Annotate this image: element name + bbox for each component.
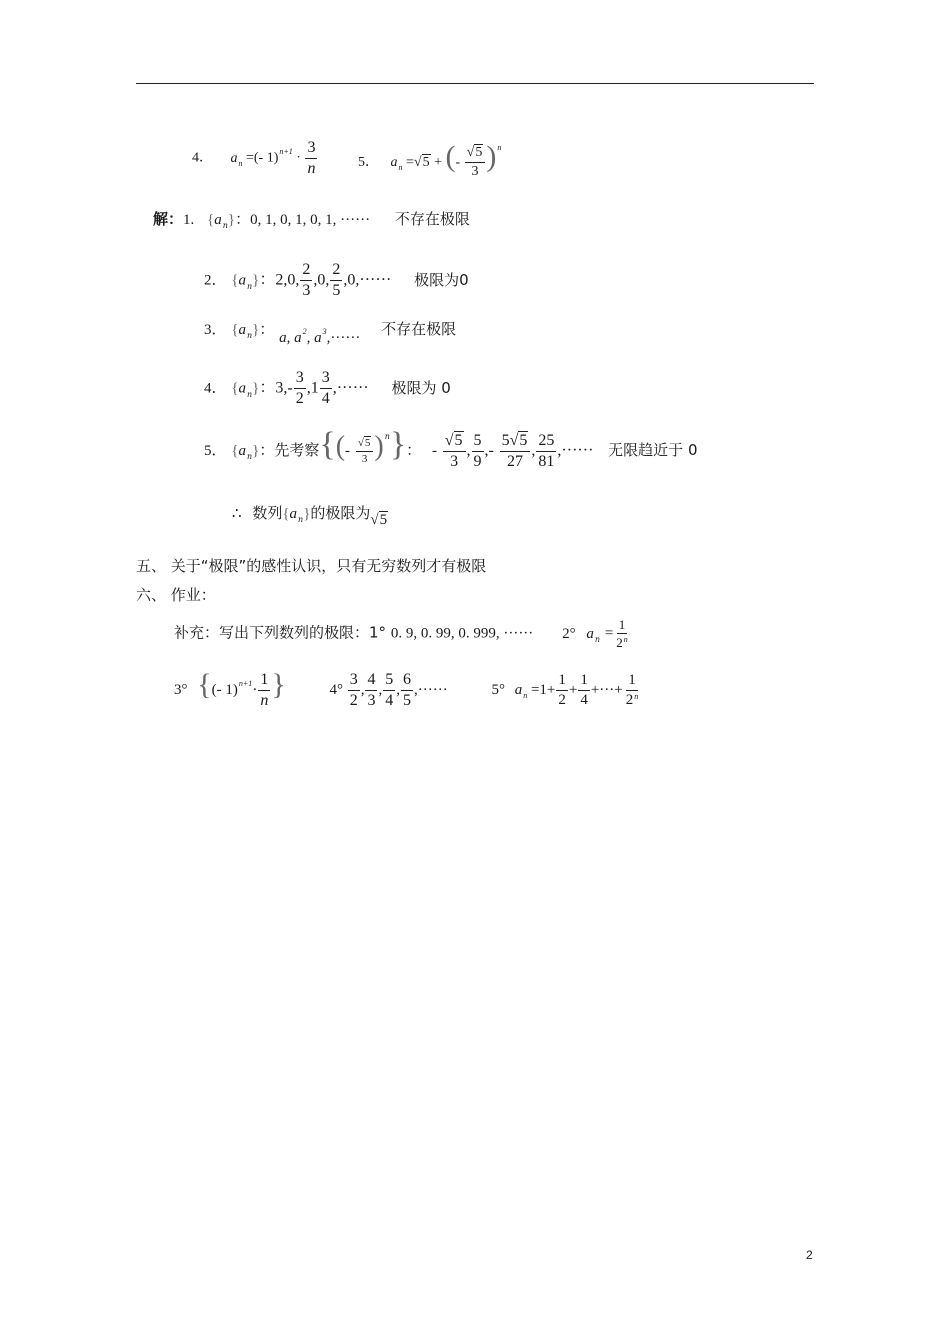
homework-4-frac-4 — [401, 672, 413, 709]
problem-5-label: 5． — [358, 155, 379, 170]
problem-4-fraction — [305, 140, 317, 177]
solution-1-brace-close: } — [227, 212, 236, 228]
homework-5-frac-2 — [578, 673, 590, 708]
problem-4-eq: =(- 1) — [246, 150, 279, 166]
problem-5-fnum: 5 — [475, 145, 483, 161]
solution-3-colon: ： — [259, 322, 275, 338]
solution-4-brace-close: } — [252, 380, 260, 397]
solution-5-paren: ( — [335, 431, 346, 462]
homework-5-sub: n — [523, 691, 528, 700]
homework-4-f2d: 3 — [367, 692, 376, 710]
homework-5-f3n: 1 — [626, 673, 638, 691]
problem-5-fraction: $\frac{√5}{3}$ — [465, 146, 486, 179]
solution-2-a: a — [238, 272, 246, 289]
homework-4-tail: ,······ — [413, 682, 448, 698]
solution-2-f2d: 5 — [332, 282, 341, 299]
solution-4-result: 极限为 0 — [391, 378, 451, 397]
homework-3-num: 1 — [258, 672, 270, 691]
homework-3-brace: { — [197, 668, 212, 701]
solution-5-a: a — [238, 443, 246, 459]
homework-5-label: 5° — [491, 682, 505, 698]
solution-4-f1d: 2 — [295, 390, 304, 407]
solution-2-num: 2． — [204, 272, 227, 289]
solution-5-outer-brace-close: } — [389, 426, 407, 463]
conclusion-sqrt: 5 — [379, 512, 388, 528]
solution-2-f2n: 2 — [330, 262, 342, 281]
homework-4-label: 4° — [329, 682, 343, 698]
solution-1-a: a — [214, 212, 222, 228]
solution-5-f3n-sqrt: 5 — [519, 431, 528, 449]
solution-2-result: 极限为0 — [414, 270, 469, 289]
solution-4-frac-2 — [320, 370, 332, 407]
problem-5-exp: n — [497, 143, 502, 152]
problem-5-plus: + — [434, 155, 442, 170]
homework-5-frac-3 — [624, 673, 641, 708]
solution-3-a: a — [238, 322, 246, 338]
solution-5-comma-1: , — [466, 442, 471, 459]
homework-5-f2d: 4 — [580, 692, 588, 709]
solution-4-seq-c: ,······ — [332, 379, 369, 397]
solution-3-sequence: a, $a^2$, $a^3,\cdot\cdot\cdot\cdot\cdot\cdot$ — [279, 327, 361, 346]
problem-5-sub: n — [398, 163, 403, 172]
solution-2-seq-b: ,0, — [313, 271, 330, 289]
solution-5-minus-2: ,- — [484, 442, 494, 459]
solution-5-num: 5． — [204, 443, 227, 459]
solution-2 — [204, 262, 469, 299]
conclusion: ∴ 数列$\{a_n\}$的极限为√5 — [232, 504, 388, 528]
homework-4-f3n: 5 — [383, 672, 395, 691]
homework-3-fraction — [258, 672, 270, 709]
solution-4-seq-b: ,1 — [306, 379, 319, 397]
homework-3-dot: · — [252, 682, 258, 698]
page-number: 2 — [806, 1248, 813, 1262]
solution-5-f4n: 25 — [536, 433, 556, 452]
problem-4-a: a — [230, 150, 238, 166]
homework-4-f3d: 4 — [385, 692, 394, 710]
solution-3-e3: 3 — [322, 327, 327, 336]
problem-5-sqrt: 5 — [422, 155, 430, 170]
homework-lead: 补充：写出下列数列的极限：1° — [174, 623, 387, 642]
homework-3-den: n — [260, 692, 269, 710]
solution-1-sub: n — [222, 221, 228, 230]
solution-5-colon: ： — [406, 441, 422, 459]
solution-5-tail: ,······ — [557, 442, 594, 459]
solution-5-pre: ：先考察 — [259, 441, 320, 459]
solution-5-frac-3: $\frac{5√5}{27}$ — [500, 433, 531, 470]
problem-4-sub: n — [238, 158, 243, 168]
solution-5-inner-minus: - — [345, 443, 351, 459]
solution-5-sub: n — [247, 452, 253, 461]
homework-3-body: (- 1) — [211, 682, 238, 698]
solution-5-f1d: 3 — [450, 452, 459, 470]
solution-5-outer-brace: { — [319, 426, 336, 463]
solution-4-f2d: 4 — [321, 390, 330, 407]
problem-4 — [192, 140, 318, 177]
solution-5-brace-close: } — [252, 443, 260, 459]
homework-4-f2n: 4 — [365, 672, 377, 691]
solution-3-sub: n — [247, 331, 253, 340]
homework-4-frac-2 — [365, 672, 377, 709]
solution-4-sub: n — [247, 389, 253, 399]
homework-5-plus: + — [568, 682, 578, 698]
solution-3-a2: a — [294, 330, 302, 346]
section-six: 六、 作业： — [136, 586, 216, 604]
solution-5-f1n: 5 — [454, 431, 463, 449]
solution-1-num: 1. — [183, 212, 195, 228]
homework-5-f1n: 1 — [556, 673, 568, 691]
solution-5-frac-4 — [536, 433, 556, 470]
solution-2-f1d: 3 — [302, 282, 311, 299]
solution-3-a3: a — [314, 330, 322, 346]
conclusion-brace-close: } — [303, 506, 311, 522]
solution-1-brace: { — [207, 212, 215, 228]
solution-4-f2n: 3 — [320, 370, 332, 389]
solution-4-brace: { — [231, 380, 239, 397]
solution-5-minus-1: - — [431, 443, 437, 459]
conclusion-brace: { — [282, 506, 290, 522]
homework-4-f1d: 2 — [349, 692, 358, 710]
homework-5-mid: +···+ — [590, 682, 623, 698]
solution-2-brace: { — [231, 272, 239, 289]
solution-2-sub: n — [247, 281, 253, 291]
solution-2-brace-close: } — [252, 272, 260, 289]
solution-5-frac-1: $\frac{√5}{3}$ — [443, 433, 466, 470]
solution-3-result: 不存在极限 — [381, 320, 457, 338]
solution-5-inner-den: 3 — [361, 452, 368, 465]
solution-3-brace: { — [231, 322, 239, 338]
solution-4 — [204, 370, 451, 407]
homework-5-f2n: 1 — [578, 673, 590, 691]
solution-5-inner-exp: n — [384, 432, 390, 441]
homework-5-f1d: 2 — [558, 692, 566, 709]
solution-1 — [153, 208, 470, 229]
homework-line-1 — [174, 618, 631, 649]
solution-2-f1n: 2 — [300, 262, 312, 281]
solution-5-paren-close: ) — [374, 431, 384, 462]
homework-2-exp: n — [623, 635, 628, 644]
solution-2-seq-c: ,0,······ — [343, 271, 392, 289]
solution-5-inner-fraction: $\frac{√5}{3}$ — [356, 438, 374, 465]
problem-5-right-paren: ) — [486, 140, 497, 173]
solution-1-result: 不存在极限 — [394, 210, 470, 228]
header-rule — [136, 83, 814, 84]
problem-5-minus: - — [455, 155, 461, 170]
problem-4-dot: · — [296, 150, 301, 166]
homework-4-frac-1 — [348, 672, 360, 709]
homework-2-den: 2 — [616, 635, 623, 650]
homework-3-brace-close: } — [271, 668, 286, 701]
solution-3-num: 3． — [204, 322, 227, 338]
solution-label: 解： — [153, 210, 184, 228]
problem-4-num: 3 — [305, 140, 317, 159]
therefore-symbol: ∴ — [232, 506, 242, 522]
homework-5-f3d: 2 — [625, 692, 634, 709]
homework-4-f1n: 3 — [348, 672, 360, 691]
solution-4-frac-1 — [294, 370, 306, 407]
homework-5-frac-1 — [556, 673, 568, 708]
problem-4-label: 4． — [192, 150, 213, 166]
solution-3-e2: 2 — [302, 327, 307, 336]
problem-5-eq: = — [406, 155, 414, 170]
homework-3-label: 3° — [174, 682, 188, 698]
homework-4-f4n: 6 — [401, 672, 413, 691]
conclusion-sub: n — [298, 515, 304, 524]
solution-5-f2d: 9 — [473, 452, 482, 470]
homework-3-exp: n+1 — [238, 679, 253, 688]
solution-5-f3d: 27 — [507, 452, 524, 470]
solution-5-frac-2 — [472, 433, 484, 470]
solution-4-a: a — [238, 380, 246, 397]
solution-4-f1n: 3 — [294, 370, 306, 389]
homework-1-seq: 0. 9, 0. 99, 0. 999, ······ — [390, 625, 534, 642]
solution-2-frac-2 — [330, 262, 342, 299]
solution-5-f4d: 81 — [538, 452, 555, 470]
solution-5-result: 无限趋近于 0 — [608, 441, 698, 459]
solution-5-brace: { — [231, 443, 239, 459]
solution-2-seq-a: ：2,0, — [259, 271, 300, 289]
solution-3-brace-close: } — [252, 322, 260, 338]
solution-4-num: 4． — [204, 380, 227, 397]
solution-1-seq: ：0, 1, 0, 1, 0, 1, ······ — [235, 212, 371, 228]
homework-4-frac-3 — [383, 672, 395, 709]
homework-2-eq: = — [604, 625, 614, 642]
homework-5-eq: =1+ — [530, 682, 556, 698]
solution-5 — [204, 426, 697, 470]
problem-4-den: n — [307, 160, 316, 177]
problem-5: 5． $a_n =√5$ + (- $\frac{√5}{3}$ )$^n$ — [358, 140, 502, 180]
solution-2-frac-1 — [300, 262, 312, 299]
problem-4-exp: n+1 — [279, 146, 293, 156]
homework-2-num: 1 — [618, 617, 626, 632]
solution-4-seq-a: ：3,- — [259, 379, 293, 397]
conclusion-text-a: 数列 — [252, 504, 283, 522]
section-five: 五、 关于“极限”的感性认识，只有无穷数列才有极限 — [136, 557, 487, 575]
solution-5-comma-3: , — [531, 442, 536, 459]
homework-line-2: 3° {(- 1)$^{n+1}$· $\frac{1}{n}$ } 4° $\frac{3}{2}$ , $\frac{4}{3}$ , $\frac{5}{4}$ , $\frac{6}{5}$ ,······ 5° $a_n =1+$ $\frac{1}{2}$ + $\frac{1}{4}$ +···+ $\frac{1}{2^n}$ — [174, 668, 639, 710]
solution-5-f3n-coef: 5 — [501, 431, 510, 449]
homework-5-a: a — [514, 682, 523, 698]
homework-2-a: a — [586, 625, 594, 642]
homework-4-f4d: 5 — [402, 692, 411, 710]
homework-2-label: 2° — [562, 625, 576, 642]
solution-3 — [204, 318, 457, 346]
conclusion-text-b: 的极限为 — [310, 504, 371, 522]
solution-5-f2n: 5 — [472, 433, 484, 452]
homework-5-f3exp: n — [634, 692, 639, 702]
problem-5-left-paren: ( — [445, 140, 456, 173]
solution-3-tail: ,······ — [326, 330, 361, 346]
homework-2-sub: n — [594, 634, 601, 644]
problem-5-fden: 3 — [471, 164, 479, 180]
solution-5-inner-num: 5 — [364, 436, 371, 449]
problem-5-a: a — [390, 155, 398, 170]
homework-2-fraction — [614, 618, 630, 649]
solution-3-a1: a — [279, 330, 287, 346]
conclusion-a: a — [289, 506, 298, 522]
